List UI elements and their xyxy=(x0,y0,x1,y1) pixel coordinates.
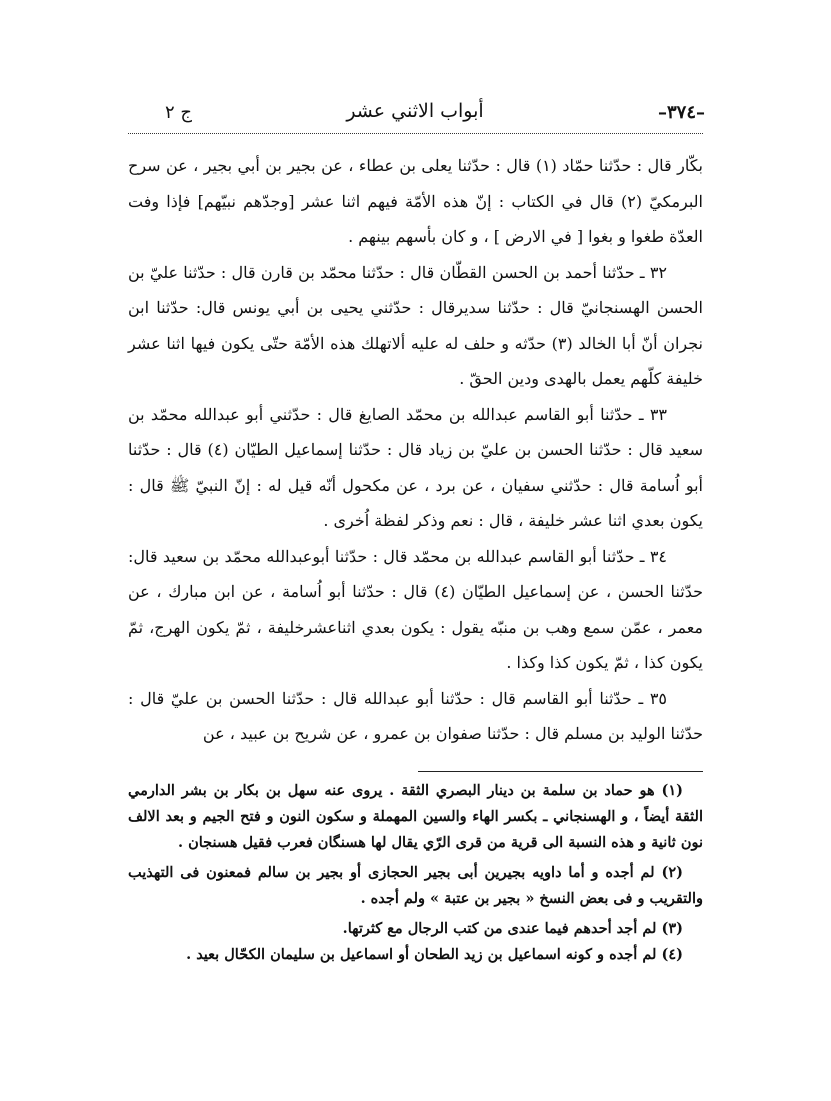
header-divider xyxy=(128,133,703,134)
paragraph-continuation: بكّار قال : حدّثنا حمّاد (١) قال : حدّثنا يعلى بن عطاء ، عن بجير بن أبي بجير ، عن سرح البرمكيّ (٢) قال في الكتاب : إنّ هذه الأمّة فيهم اثنا عشر [وجدّهم نبيّهم] فإذا وفت العدّة طغوا و بغوا [ في الارض ] ، و كان بأسهم بينهم . xyxy=(128,156,704,246)
volume-label: ج ٢ xyxy=(165,102,193,123)
footnote-1: (١) هو حماد بن سلمة بن دينار البصري الثقة . يروى عنه سهل بن بكار بن بشر الدارمي الثقة أيضاً ، و الهسنجاني ـ بكسر الهاء والسين المهملة و سكون النون و فتح الجيم و بعد الالف نون ثانية و هذه النسبة الى قرية من قرى الرّي يقال لها هسنگان فعرب فقيل هسنجان . xyxy=(128,782,703,851)
page-header xyxy=(125,96,705,132)
hadith-32: ٣٢ ـ حدّثنا أحمد بن الحسن القطّان قال : حدّثنا محمّد بن قارن قال : حدّثنا عليّ بن الحسن الهسنجانيّ قال : حدّثنا سديرقال : حدّثني يحيى بن أبي يونس قال: حدّثنا ابن نجران أنّ أبا الخالد (٣) حدّثه و حلف له عليه ألاتهلك هذه الأمّة حتّى يكون فيها اثنا عشر خليفة كلّهم يعمل بالهدى ودين الحقّ . xyxy=(128,262,704,388)
footnote-4: (٤) لم أجده و كونه اسماعيل بن زيد الطحان أو اسماعيل بن سليمان الكحّال بعيد . xyxy=(186,946,683,963)
hadith-33: ٣٣ ـ حدّثنا أبو القاسم عبدالله بن محمّد الصايغ قال : حدّثني أبو عبدالله محمّد بن سعيد قال : حدّثنا الحسن بن عليّ بن زياد قال : حدّثنا إسماعيل الطيّان (٤) قال : حدّثنا أبو اُسامة قال : حدّثني سفيان ، عن برد ، عن مكحول أنّه قيل له : إنّ النبيّ ﷺ قال : يكون بعدي اثنا عشر خليفة ، قال : نعم وذكر لفظة اُخرى . xyxy=(128,404,704,530)
main-text xyxy=(128,148,703,752)
page-number: –٣٧٤– xyxy=(657,102,705,123)
hadith-34: ٣٤ ـ حدّثنا أبو القاسم عبدالله بن محمّد قال : حدّثنا أبوعبدالله محمّد بن سعيد قال: حدّثنا الحسن ، عن إسماعيل الطيّان (٤) قال : حدّثنا أبو اُسامة ، عن ابن مبارك ، عن معمر ، عمّن سمع وهب بن منبّه يقول : يكون بعدي اثناعشرخليفة ، ثمّ يكون الهرج، ثمّ يكون كذا ، ثمّ يكون كذا وكذا . xyxy=(128,546,704,672)
footnote-2: (٢) لم أجده و أما داويه بجيرين أبى بجير الحجازى أو بجير بن سالم فمعنون فى التهذيب والتقريب و فى بعض النسخ « بجير بن عتبة » ولم أجده . xyxy=(128,864,703,907)
hadith-35: ٣٥ ـ حدّثنا أبو القاسم قال : حدّثنا أبو عبدالله قال : حدّثنا الحسن بن عليّ قال : حدّثنا الوليد بن مسلم قال : حدّثنا صفوان بن عمرو ، عن شريح بن عبيد ، عن xyxy=(128,688,703,743)
page-title: أبواب الاثني عشر xyxy=(346,100,484,122)
footnote-divider xyxy=(418,771,703,772)
footnote-3: (٣) لم أجد أحدهم فيما عندى من كتب الرجال مع كثرتها. xyxy=(342,920,683,937)
footnotes xyxy=(128,778,703,968)
